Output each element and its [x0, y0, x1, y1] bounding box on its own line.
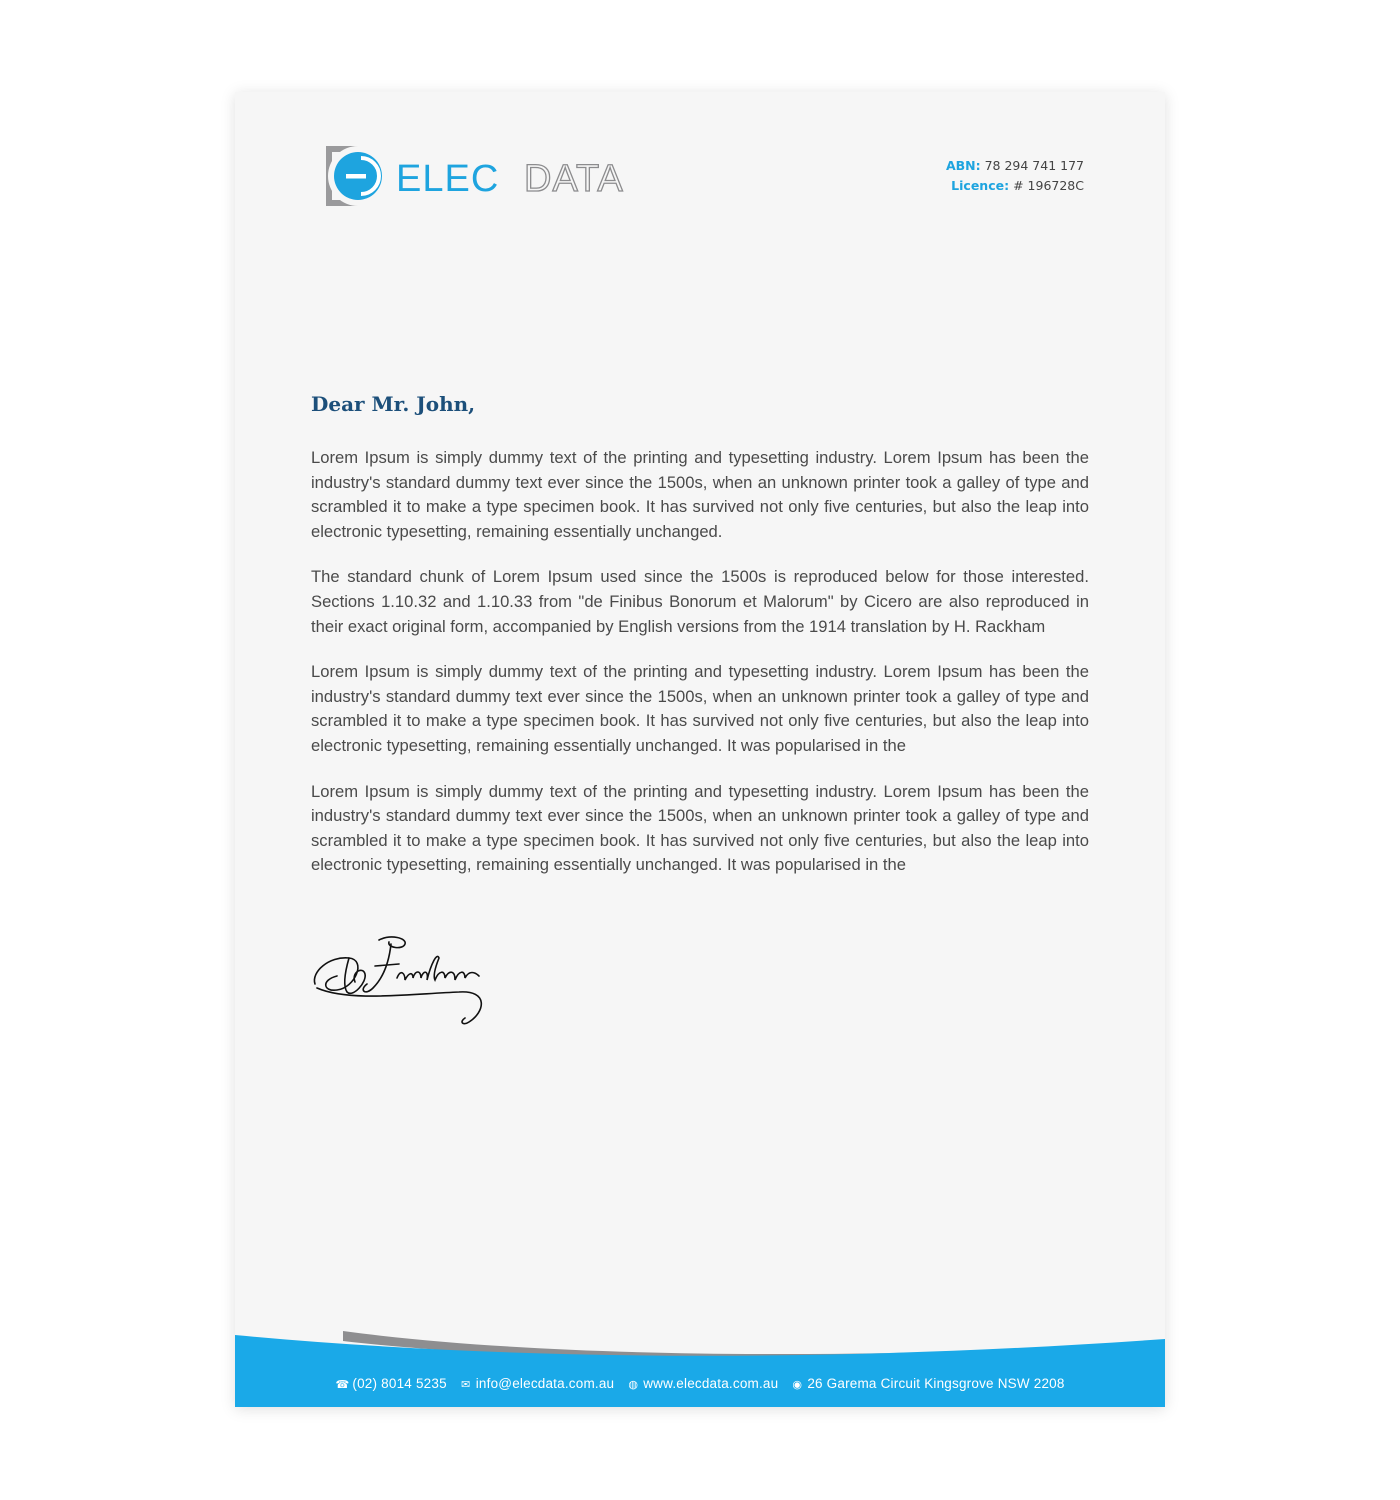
- paragraph: Lorem Ipsum is simply dummy text of the printing and typesetting industry. Lorem Ipsum has been the industry's standard dummy text ever since the 1500s, when an unknown printer took a galley of type and scrambled it to make a type specimen book. It has survived not only five centuries, but also the leap into electronic typesetting, remaining essentially unchanged.: [311, 448, 1089, 541]
- registration-info: [946, 156, 1084, 196]
- footer-address: [790, 1376, 1064, 1391]
- website-text: www.elecdata.com.au: [643, 1376, 779, 1391]
- licence-value: # 196728C: [1013, 178, 1084, 193]
- logo-word-elec: ELEC: [396, 158, 500, 200]
- paragraph: Lorem Ipsum is simply dummy text of the printing and typesetting industry. Lorem Ipsum has been the industry's standard dummy text ever since the 1500s, when an unknown printer took a galley of type and scrambled it to make a type specimen book. It has survived not only five centuries, but also the leap into electronic typesetting, remaining essentially unchanged. It was popularised in the: [311, 781, 1089, 875]
- footer-band: [235, 1327, 1165, 1407]
- abn-line: [946, 156, 1084, 176]
- footer-blue-band: [235, 1335, 1165, 1407]
- licence-label: Licence:: [951, 178, 1010, 193]
- abn-label: ABN:: [945, 158, 981, 173]
- elecdata-logo: [324, 144, 664, 208]
- paragraph: Lorem Ipsum is simply dummy text of the printing and typesetting industry. Lorem Ipsum has been the industry's standard dummy text ever since the 1500s, when an unknown printer took a galley of type and scrambled it to make a type specimen book. It has survived not only five centuries, but also the leap into electronic typesetting, remaining essentially unchanged. It was popularised in the: [311, 662, 1089, 755]
- phone-icon: ☎: [335, 1379, 350, 1391]
- footer-website[interactable]: [626, 1376, 778, 1391]
- signature: [309, 932, 491, 1027]
- letterhead-sheet: [235, 92, 1165, 1407]
- logo-word-data: DATA: [524, 158, 624, 200]
- paragraph: The standard chunk of Lorem Ipsum used since the 1500s is reproduced below for those interested. Sections 1.10.32 and 1.10.33 from "de Finibus Bonorum et Malorum" by Cicero are also reproduced in their exact original form, accompanied by English versions from the 1914 translation by H. Rackham: [311, 567, 1089, 636]
- address-text: 26 Garema Circuit Kingsgrove NSW 2208: [807, 1376, 1065, 1391]
- letter-body: [311, 446, 1089, 899]
- logo-graphic: [324, 144, 664, 208]
- phone-text: (02) 8014 5235: [352, 1376, 447, 1391]
- footer-contacts: [235, 1376, 1165, 1391]
- email-text: info@elecdata.com.au: [475, 1376, 615, 1391]
- abn-value: 78 294 741 177: [984, 158, 1084, 173]
- globe-icon: ◍: [628, 1379, 639, 1391]
- salutation: Dear Mr. John,: [311, 392, 476, 416]
- footer-phone: [335, 1376, 446, 1391]
- footer-email[interactable]: [459, 1376, 615, 1391]
- signature-graphic: [309, 932, 491, 1027]
- envelope-icon: ✉: [461, 1379, 471, 1391]
- licence-line: [946, 176, 1084, 196]
- map-pin-icon: ◉: [792, 1379, 803, 1391]
